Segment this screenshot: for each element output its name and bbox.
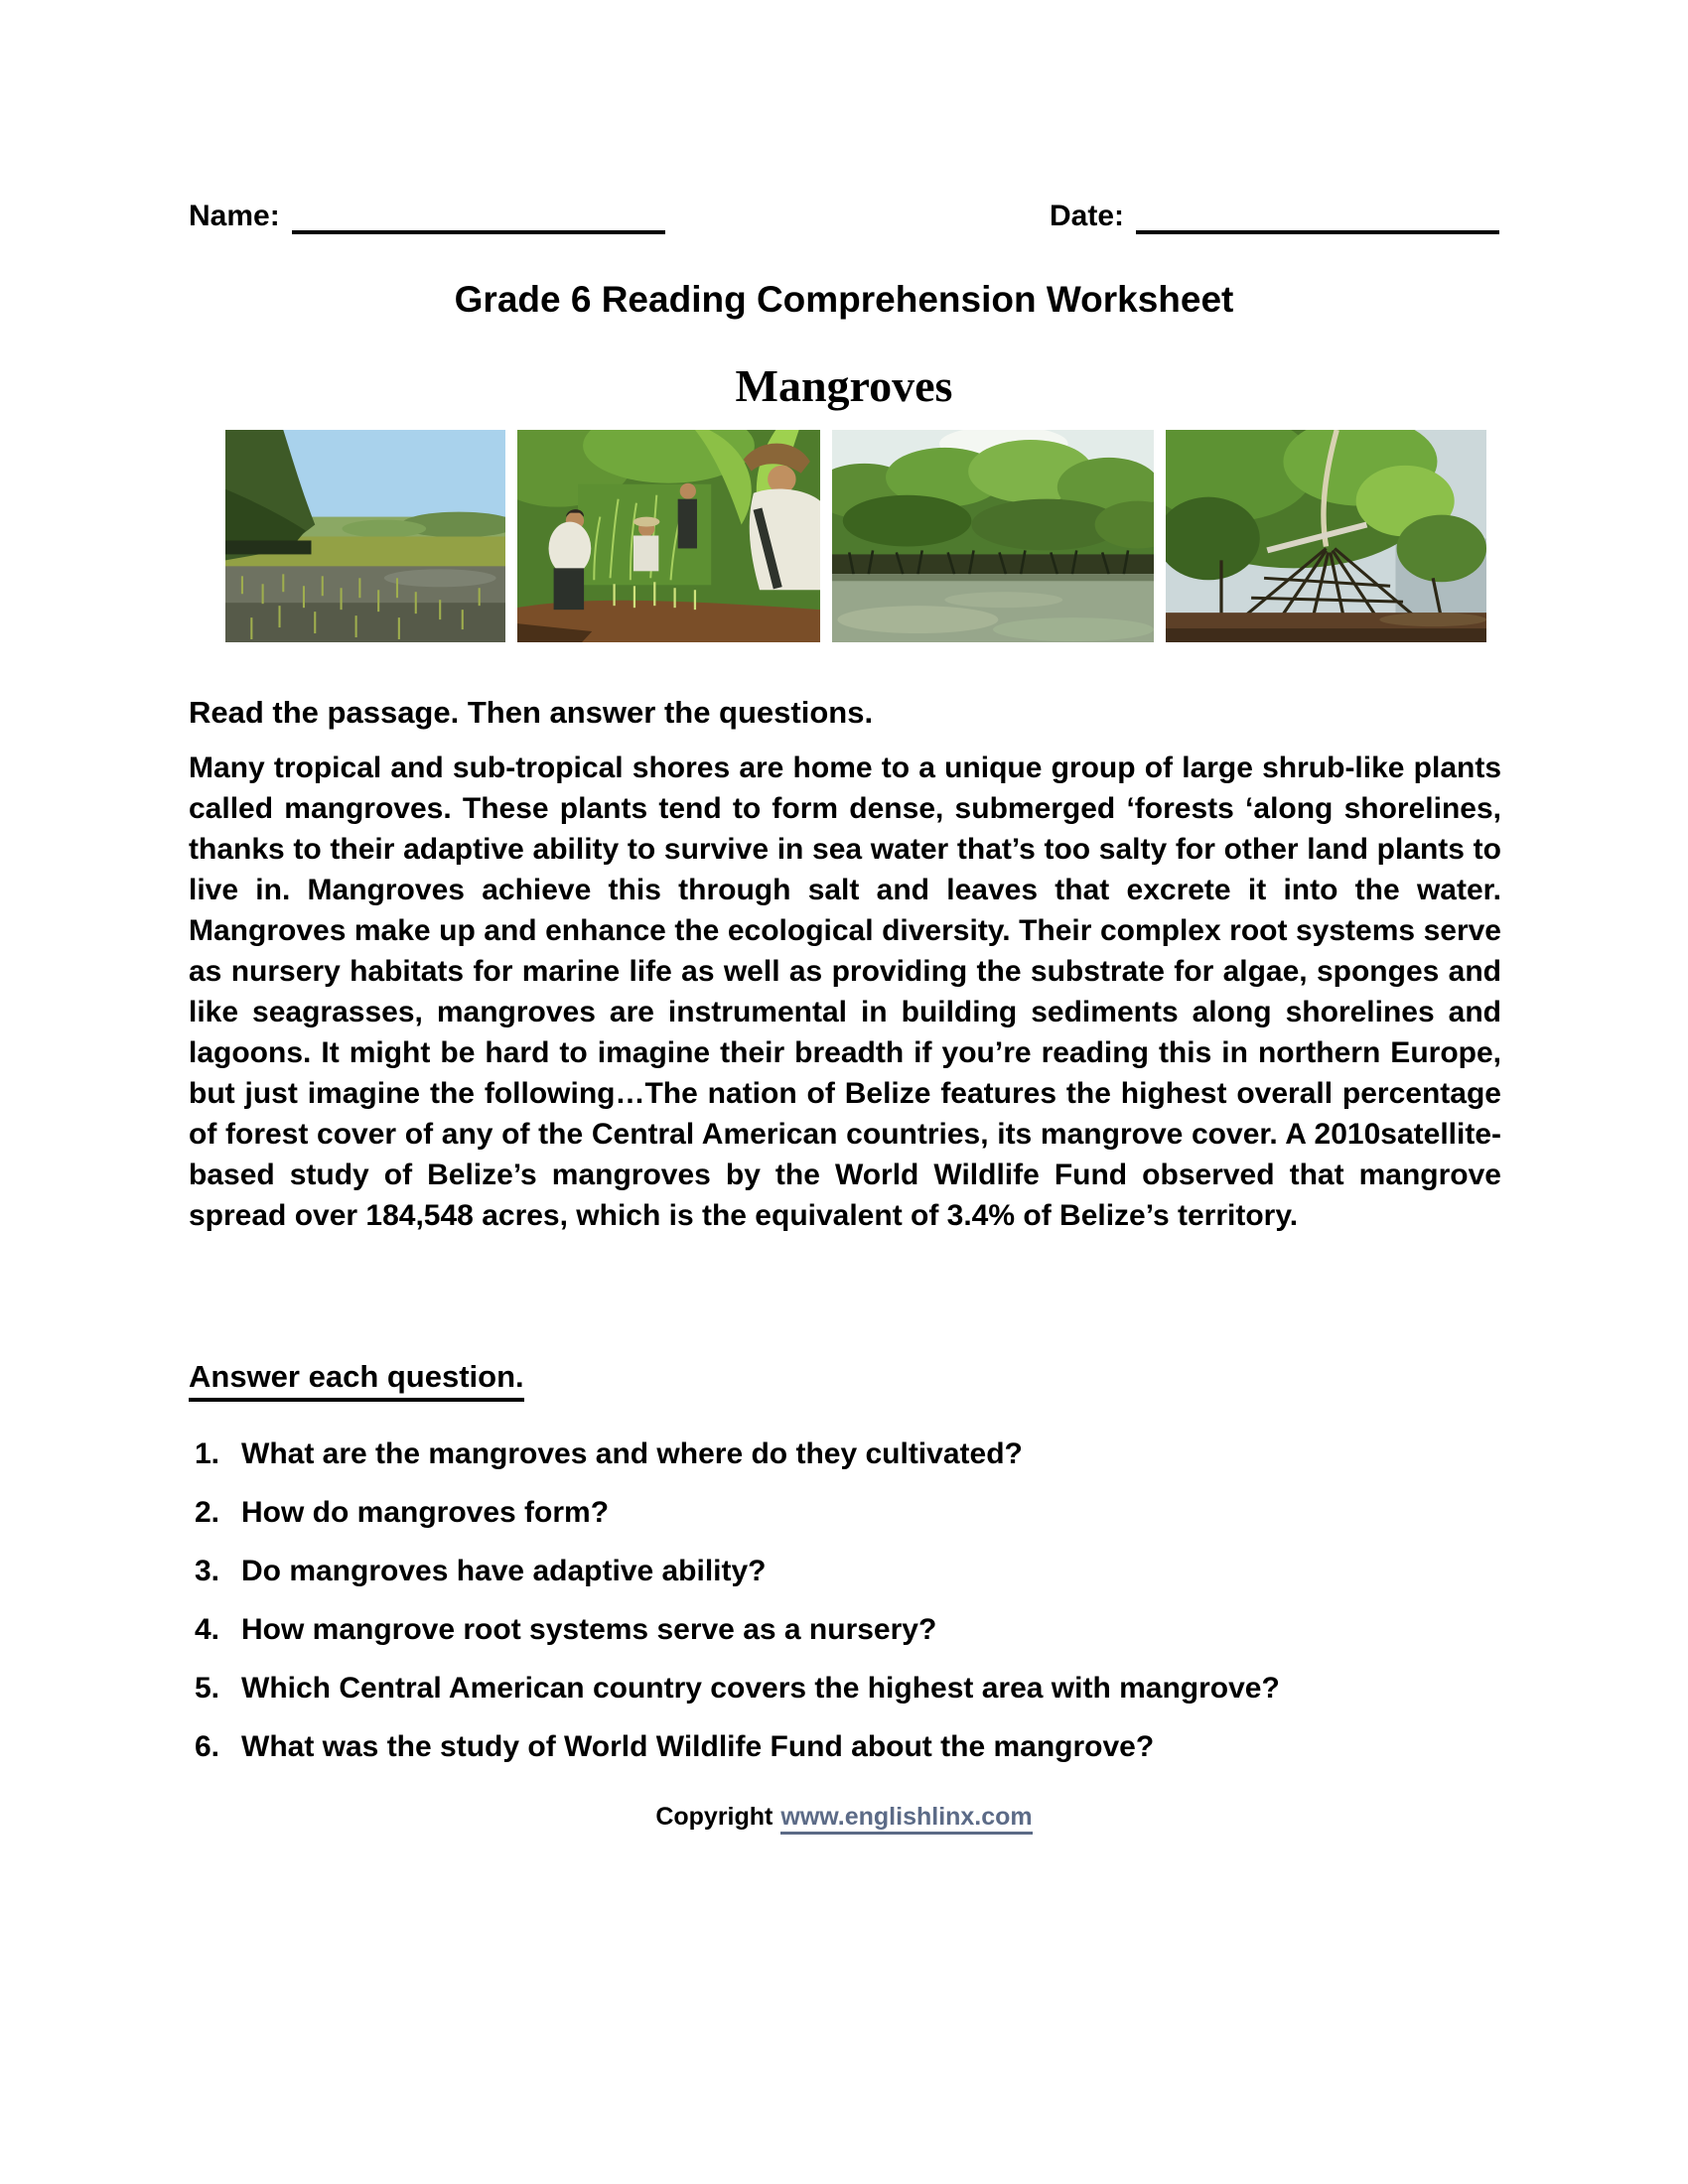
name-field (189, 199, 665, 234)
question-item-2 (195, 1496, 1501, 1530)
question-list (195, 1437, 1501, 1789)
question-item-6 (195, 1730, 1501, 1764)
copyright-footer (0, 1803, 1688, 1832)
worksheet-title: Grade 6 Reading Comprehension Worksheet (454, 279, 1234, 320)
question-item-5 (195, 1672, 1501, 1706)
name-blank-line (292, 201, 665, 234)
answer-section-heading: Answer each question. (189, 1359, 524, 1402)
question-item-4 (195, 1613, 1501, 1647)
photo-mangrove-forest (832, 430, 1154, 642)
header-row (189, 199, 1499, 234)
question-text: What was the study of World Wildlife Fund about the mangrove? (241, 1730, 1155, 1763)
question-number: 6. (195, 1730, 220, 1763)
question-number: 2. (195, 1496, 220, 1529)
question-number: 5. (195, 1672, 220, 1705)
instruction-text: Read the passage. Then answer the questions. (189, 695, 874, 730)
question-number: 3. (195, 1555, 220, 1587)
mangrove-roots-illustration (1166, 430, 1486, 642)
copyright-label: Copyright (655, 1803, 774, 1831)
date-blank-line (1136, 201, 1499, 234)
passage-title: Mangroves (735, 360, 953, 411)
question-text: How mangrove root systems serve as a nursery? (241, 1613, 937, 1646)
copyright-link[interactable]: www.englishlinx.com (780, 1803, 1032, 1835)
mangrove-seedlings-illustration (225, 430, 505, 642)
photo-strip (225, 430, 1490, 642)
photo-mangrove-planting (517, 430, 820, 642)
date-label: Date: (1049, 200, 1124, 232)
question-text: How do mangroves form? (241, 1496, 610, 1529)
question-text: Which Central American country covers the highest area with mangrove? (241, 1672, 1280, 1705)
question-item-3 (195, 1555, 1501, 1588)
name-label: Name: (189, 200, 280, 232)
mangrove-forest-illustration (832, 430, 1154, 642)
question-number: 4. (195, 1613, 220, 1646)
passage-text: Many tropical and sub-tropical shores are home to a unique group of large shrub-like plants called mangroves. These plants tend to form dense, submerged ‘forests ‘along shorelines, thanks to their adaptive ability to survive in sea water that’s too salty for other land plants to live in. Mangroves achieve this through salt and leaves that excrete it into the water. Mangroves make up and enhance the ecological diversity. Their complex root systems serve as nursery habitats for marine life as well as providing the substrate for algae, sponges and like seagrasses, mangroves are instrumental in building sediments along shorelines and lagoons. It might be hard to imagine their breadth if you’re reading this in northern Europe, but just imagine the following…The nation of Belize features the highest overall percentage of forest cover of any of the Central American countries, its mangrove cover. A 2010satellite-based study of Belize’s mangroves by the World Wildlife Fund observed that mangrove spread over 184,548 acres, which is the equivalent of 3.4% of Belize’s territory. (189, 751, 1501, 1232)
question-text: Do mangroves have adaptive ability? (241, 1555, 767, 1587)
photo-mangrove-roots (1166, 430, 1486, 642)
date-field (1050, 199, 1499, 234)
question-number: 1. (195, 1437, 220, 1470)
mangrove-planting-illustration (517, 430, 820, 642)
question-text: What are the mangroves and where do they cultivated? (241, 1437, 1023, 1470)
photo-mangrove-seedlings (225, 430, 505, 642)
question-item-1 (195, 1437, 1501, 1471)
